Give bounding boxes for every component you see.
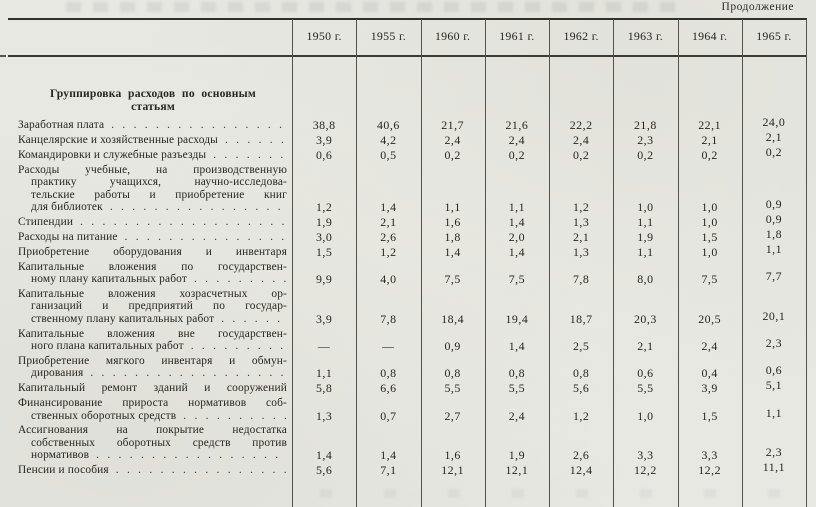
value-cell: 1,9 [637, 229, 654, 244]
print-artifact-dash [0, 55, 6, 57]
value-cell: 3,0 [315, 229, 333, 244]
year-column-header: 1962 г. [563, 29, 599, 43]
value-cell: 7,8 [380, 311, 397, 326]
value-cell: 1,6 [444, 448, 461, 463]
value-cell: 7,8 [572, 271, 590, 286]
value-cell: 1,8 [444, 229, 461, 244]
value-cell: 8,0 [637, 271, 654, 286]
value-cell: 12,2 [633, 463, 657, 478]
value-cell: 1,3 [572, 244, 590, 259]
row-label [8, 261, 292, 286]
row-label-line: Капитальные вложения вне государствен- [18, 327, 287, 340]
column-divider [742, 19, 743, 507]
value-cell: 5,5 [637, 381, 654, 396]
value-cell: 2,1 [701, 132, 718, 147]
value-cell: 0,9 [444, 339, 461, 353]
table-row [8, 241, 807, 259]
value-cell: 1,9 [315, 214, 333, 229]
value-cell: 21,8 [633, 118, 657, 132]
value-cell: 5,5 [508, 381, 526, 396]
value-cell: 3,3 [701, 448, 718, 463]
value-cell: 2,3 [765, 336, 783, 350]
table-body [8, 57, 807, 477]
table-row [8, 424, 807, 461]
row-label [8, 355, 292, 380]
value-cell: 3,9 [315, 311, 333, 326]
row-label-line: Капитальный ремонт зданий и сооружений [18, 382, 287, 395]
row-label [8, 328, 292, 353]
row-label-line: для библиотек [31, 200, 103, 213]
row-label-line: Стипендии [18, 215, 74, 228]
dot-leaders [90, 367, 287, 379]
value-cell: 0,2 [701, 147, 718, 162]
table-row [8, 129, 807, 147]
value-cell: 5,6 [572, 381, 590, 396]
table-row [8, 211, 807, 229]
value-cell: 2,4 [508, 132, 526, 147]
value-cell: 5,8 [315, 381, 333, 396]
value-cell: 0,8 [572, 366, 590, 381]
value-cell: 2,4 [508, 408, 526, 423]
row-label [8, 382, 292, 394]
value-cell: 2,6 [380, 229, 397, 244]
value-cell: 0,9 [765, 196, 783, 211]
value-cell: 12,1 [441, 463, 465, 478]
dot-leaders [111, 119, 287, 131]
value-cell: 12,2 [698, 463, 722, 478]
value-cell: 0,8 [508, 366, 526, 381]
year-column-header: 1964 г. [691, 29, 728, 43]
value-cell: 0,2 [765, 144, 783, 159]
table-row [8, 328, 807, 353]
value-cell: 7,1 [380, 463, 397, 478]
row-label [8, 464, 292, 476]
row-label-line: дирования [31, 367, 84, 380]
table-row [8, 261, 807, 286]
table-row [8, 115, 807, 132]
value-cell: 2,5 [572, 339, 590, 353]
column-divider [421, 19, 422, 507]
year-column-header: 1955 г. [370, 29, 407, 43]
column-divider [549, 19, 550, 507]
row-label-line: Расходы на питание [18, 230, 118, 243]
row-label [8, 216, 292, 228]
value-cell: 5,6 [315, 463, 333, 478]
row-label-line: собственных оборотных средств против [31, 436, 287, 449]
value-cell: 5,5 [444, 381, 461, 396]
value-cell: 1,4 [508, 339, 526, 353]
row-label-line: практику учащихся, научно-исследова- [31, 176, 287, 189]
table-row [8, 378, 807, 396]
value-cell: 1,1 [765, 405, 783, 420]
value-cell: 1,4 [444, 244, 461, 259]
value-cell: 1,2 [572, 408, 590, 423]
row-label-line: Капитальные вложения хозрасчетных ор- [18, 287, 287, 300]
dot-leaders [221, 313, 287, 325]
value-cell: 0,8 [380, 366, 397, 381]
row-label-line: тельские работы и приобретение книг [31, 188, 287, 201]
column-divider [806, 19, 807, 507]
row-label [8, 119, 292, 131]
value-cell: 1,5 [701, 229, 718, 244]
value-cell: 2,1 [572, 229, 590, 244]
year-column-header: 1960 г. [434, 29, 471, 43]
value-cell: 1,3 [572, 214, 590, 229]
row-label-line: Капитальные вложения по государствен- [18, 260, 287, 273]
value-cell: 2,4 [572, 132, 590, 147]
value-cell: 2,1 [637, 339, 654, 353]
value-cell: 0,8 [444, 366, 461, 381]
value-cell: 1,1 [765, 241, 783, 256]
dot-leaders [191, 340, 287, 352]
row-label-line: ному плану капитальных работ [31, 272, 187, 285]
value-cell: 3,9 [315, 132, 333, 147]
row-label-line: Приобретение мягкого инвентаря и обмун- [18, 354, 287, 367]
row-label [8, 231, 292, 243]
value-cell: 1,5 [315, 244, 333, 259]
value-cell: 0,6 [637, 366, 654, 381]
value-cell: 0,9 [765, 211, 783, 226]
label-column-spacer [8, 19, 292, 55]
row-label [8, 134, 292, 146]
value-cell: 7,7 [765, 268, 783, 283]
value-cell: 2,1 [380, 214, 397, 229]
value-cell: 4,0 [380, 271, 397, 286]
dot-leaders [80, 216, 287, 228]
row-label-line: нормативов [31, 449, 90, 462]
value-cell: 7,5 [508, 271, 526, 286]
value-cell: — [317, 339, 331, 353]
value-cell: 2,6 [572, 448, 590, 463]
value-cell: 6,6 [380, 381, 397, 396]
group-heading-line: статьям [131, 100, 175, 113]
dot-leaders [213, 149, 287, 161]
row-label-line: Заработная плата [18, 119, 105, 131]
value-cell: 1,4 [315, 448, 333, 463]
value-cell: 1,1 [637, 214, 654, 229]
value-cell: 2,3 [765, 445, 783, 460]
value-cell: 1,0 [701, 244, 718, 259]
value-cell: 2,3 [637, 132, 654, 147]
value-cell: 0,2 [508, 147, 526, 162]
column-divider [292, 19, 293, 507]
dot-leaders [116, 464, 287, 476]
row-label [8, 288, 292, 325]
continuation-label: Продолжение [721, 1, 794, 13]
group-heading-line: Группировка расходов по основным [49, 87, 257, 100]
row-label-line: Канцелярские и хозяйственные расходы [18, 133, 218, 146]
value-cell: 1,2 [315, 199, 333, 214]
value-cell: 5,1 [765, 378, 783, 393]
value-cell: 7,5 [701, 271, 718, 286]
dot-leaders [96, 449, 287, 461]
value-cell: 19,4 [505, 311, 529, 326]
value-cell: 11,1 [762, 460, 786, 475]
value-cell: 1,1 [315, 366, 333, 381]
value-cell: 1,0 [701, 214, 718, 229]
value-cell: 0,7 [380, 408, 397, 423]
table-row [8, 226, 807, 244]
dot-leaders [225, 134, 287, 146]
table-row [8, 397, 807, 422]
column-divider [485, 19, 486, 507]
value-cell: 0,2 [572, 147, 590, 162]
value-cell: 0,6 [315, 147, 333, 162]
value-cell: 1,9 [508, 448, 526, 463]
value-cell: 12,4 [569, 463, 593, 478]
value-cell: 1,6 [444, 214, 461, 229]
value-cell: 18,4 [441, 311, 465, 326]
value-cell: 1,4 [380, 448, 397, 463]
value-cell: 1,5 [701, 408, 718, 423]
value-cell: 2,7 [444, 408, 461, 423]
row-label [8, 397, 292, 422]
value-cell: 1,0 [701, 199, 718, 214]
value-cell: 1,2 [572, 199, 590, 214]
table-row [8, 288, 807, 325]
value-cell: 18,7 [569, 311, 593, 326]
dot-leaders [125, 231, 287, 243]
year-column-header: 1961 г. [499, 29, 535, 43]
value-cell: 1,4 [380, 199, 397, 214]
dot-leaders [194, 273, 287, 285]
value-cell: 1,0 [637, 199, 654, 214]
value-cell: 22,1 [698, 118, 722, 132]
value-cell: 21,7 [441, 118, 465, 132]
row-label-line: ственных оборотных средств [31, 409, 177, 422]
column-divider [678, 19, 679, 507]
value-cell: 24,0 [762, 115, 786, 129]
row-label-line: Командировки и служебные разъезды [18, 148, 207, 161]
value-cell: 1,8 [765, 226, 783, 241]
table-row [8, 460, 807, 478]
bleedthrough-ghost [320, 489, 790, 498]
dot-leaders [110, 201, 287, 213]
row-label [8, 164, 292, 214]
value-cell: 1,2 [380, 244, 397, 259]
value-cell: 20,1 [762, 308, 786, 323]
table-row [8, 164, 807, 214]
value-cell: 4,2 [380, 132, 397, 147]
row-label-line: ного плана капитальных работ [31, 340, 184, 352]
row-label [8, 424, 292, 461]
value-cell: 12,1 [505, 463, 529, 478]
row-label-line: Пенсии и пособия [18, 464, 109, 477]
value-cell: 2,4 [444, 132, 461, 147]
value-cell: 1,1 [637, 244, 654, 259]
value-cell: 0,5 [380, 147, 397, 162]
value-cell: 2,4 [701, 339, 718, 353]
column-divider [613, 19, 614, 507]
value-cell: 22,2 [569, 118, 593, 132]
dot-leaders [183, 410, 287, 422]
value-cell: 0,2 [637, 147, 654, 162]
value-cell: 1,1 [444, 199, 461, 214]
row-label-line: Финансирование прироста нормативов соб- [18, 397, 287, 410]
table-row [8, 144, 807, 162]
value-cell: 0,2 [444, 147, 461, 162]
value-cell: 1,0 [637, 408, 654, 423]
value-cell: 2,1 [765, 129, 783, 144]
value-cell: 1,1 [508, 199, 526, 214]
value-cell: 3,9 [701, 381, 718, 396]
value-cell: — [382, 339, 395, 353]
row-label-line: ственному плану капитальных работ [31, 312, 215, 325]
value-cell: 40,6 [376, 118, 400, 132]
row-label-line: Ассигнования на покрытие недостатка [18, 424, 287, 437]
value-cell: 9,9 [315, 271, 333, 286]
row-label [8, 246, 292, 258]
year-column-header: 1965 г. [756, 29, 792, 43]
row-label-line: Расходы учебные, на производственную [18, 163, 287, 176]
table-row [8, 355, 807, 380]
value-cell: 20,3 [633, 311, 657, 326]
value-cell: 38,8 [312, 118, 336, 132]
row-label-line: ганизаций и предприятий по государ- [31, 300, 287, 313]
row-label-line: Приобретение оборудования и инвентаря [18, 245, 287, 258]
value-cell: 1,4 [508, 214, 526, 229]
value-cell: 3,3 [637, 448, 654, 463]
group-heading [8, 87, 292, 113]
year-column-header: 1950 г. [306, 29, 342, 43]
year-column-header: 1963 г. [627, 29, 664, 43]
header-row [8, 19, 807, 55]
value-cell: 0,6 [765, 363, 783, 378]
bleedthrough-ghost [66, 2, 686, 12]
value-cell: 2,0 [508, 229, 526, 244]
value-cell: 0,4 [701, 366, 718, 381]
value-cell: 20,5 [698, 311, 722, 326]
value-cell: 7,5 [444, 271, 461, 286]
value-cell: 1,4 [508, 244, 526, 259]
value-cell: 1,3 [315, 408, 333, 423]
row-label [8, 149, 292, 161]
column-divider [356, 19, 357, 507]
value-cell: 21,6 [505, 118, 529, 132]
